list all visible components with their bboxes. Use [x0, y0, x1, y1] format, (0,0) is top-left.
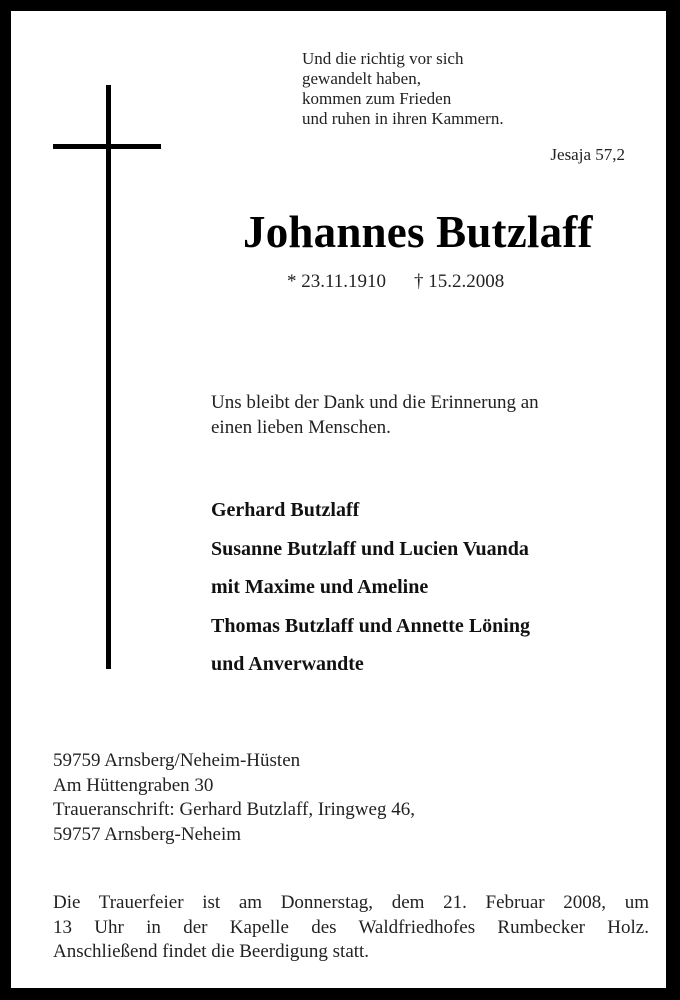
birth-date: * 23.11.1910	[287, 271, 387, 292]
verse-line: Und die richtig vor sich	[302, 49, 464, 68]
address-line: 59757 Arnsberg-Neheim	[53, 823, 242, 845]
mourner-line: Thomas Butzlaff und Annette Löning	[211, 614, 530, 637]
verse-line: und ruhen in ihren Kammern.	[302, 109, 504, 128]
address-line: 59759 Arnsberg/Neheim-Hüsten	[53, 750, 301, 771]
mourner-line: Gerhard Butzlaff	[211, 499, 360, 521]
verse-line: kommen zum Frieden	[302, 89, 452, 108]
service-line: Die Trauerfeier ist am Donnerstag, dem 21. Februar 2008, um	[53, 892, 649, 913]
death-date: † 15.2.2008	[414, 271, 505, 292]
bible-verse	[302, 49, 504, 129]
verse-line: gewandelt haben,	[302, 69, 421, 88]
funeral-service-info	[53, 891, 649, 965]
mourner-line: Susanne Butzlaff und Lucien Vuanda	[211, 537, 529, 560]
mourner-line: mit Maxime und Ameline	[211, 576, 429, 598]
cross-icon-vertical-bar	[106, 85, 111, 669]
deceased-name: Johannes Butzlaff	[243, 207, 593, 257]
thanks-text	[211, 390, 539, 440]
thanks-line: einen lieben Menschen.	[211, 417, 391, 438]
mourner-line: und Anverwandte	[211, 653, 364, 675]
mourners-list	[211, 491, 530, 684]
thanks-line: Uns bleibt der Dank und die Erinnerung an	[211, 392, 539, 413]
address-line: Traueranschrift: Gerhard Butzlaff, Iringweg 46,	[53, 799, 415, 820]
cross-icon-horizontal-bar	[53, 144, 161, 149]
address-line: Am Hüttengraben 30	[53, 774, 214, 796]
verse-reference: Jesaja 57,2	[550, 145, 625, 164]
service-line: Anschließend findet die Beerdigung statt.	[53, 941, 370, 962]
service-line: 13 Uhr in der Kapelle des Waldfriedhofes Rumbecker Holz.	[53, 916, 649, 938]
life-dates	[287, 270, 504, 294]
mourning-address	[53, 749, 415, 847]
